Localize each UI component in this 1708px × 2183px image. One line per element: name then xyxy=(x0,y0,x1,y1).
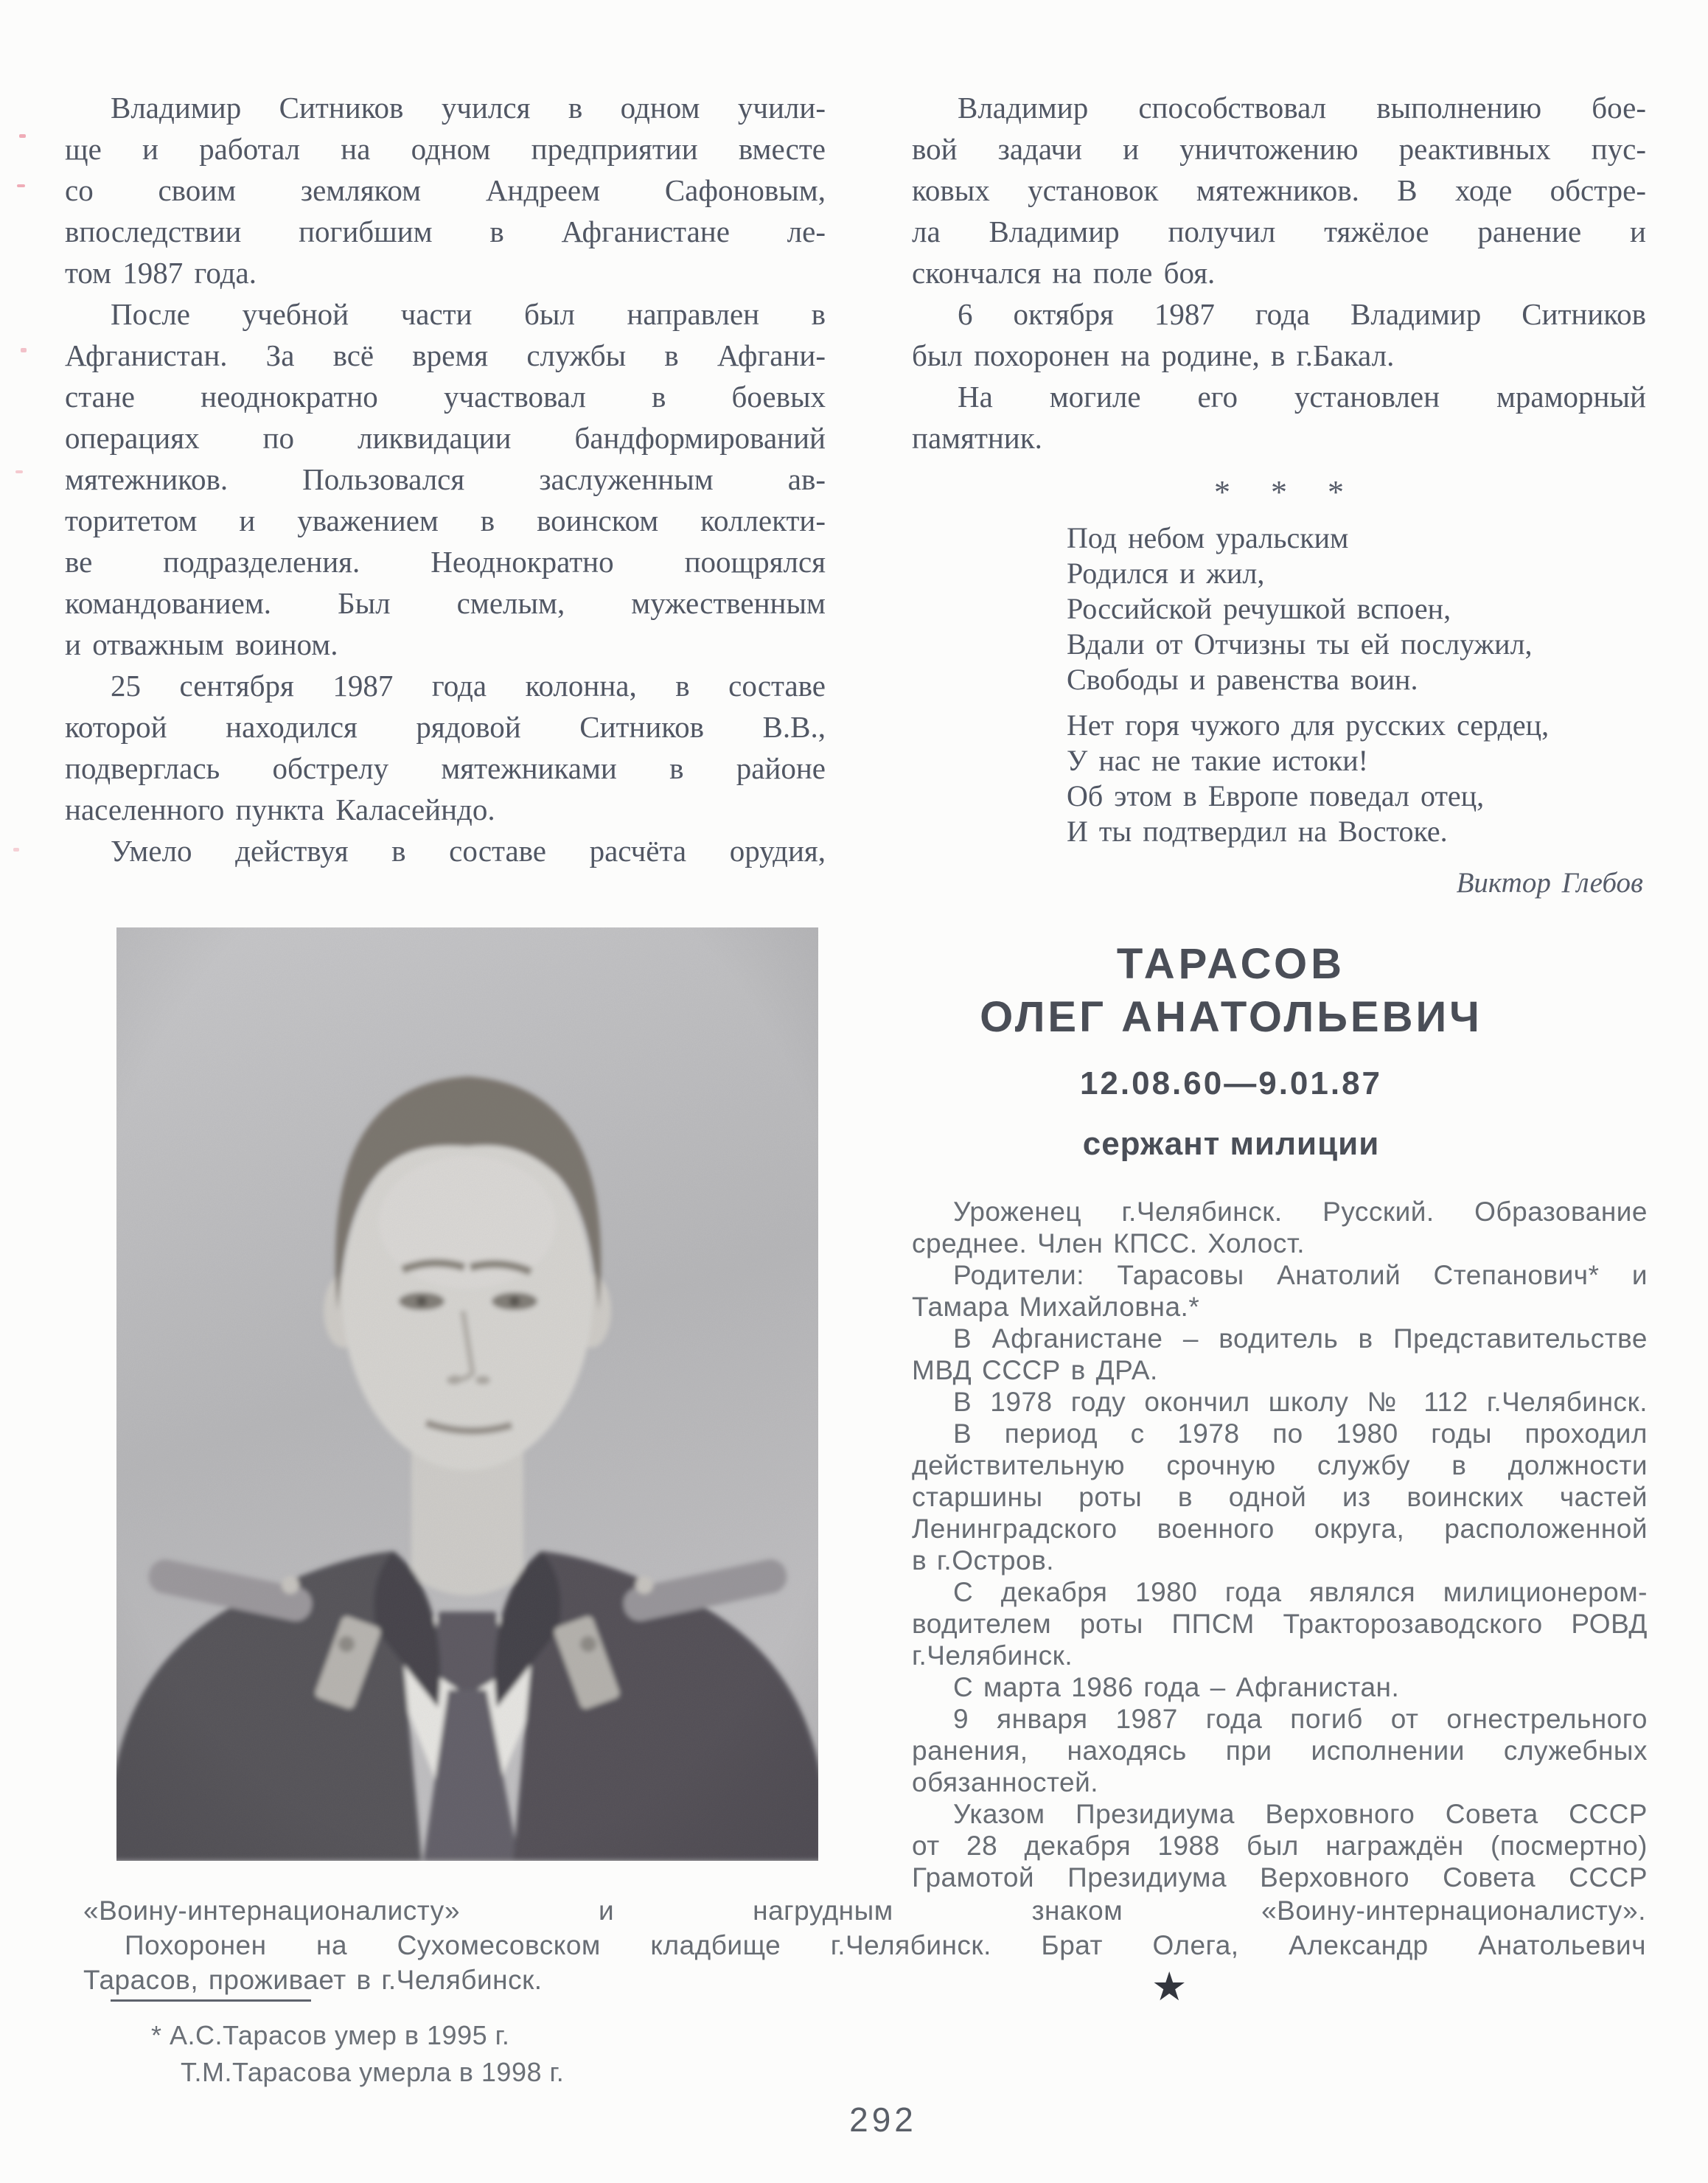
text-line: среднее. Член КПСС. Холост. xyxy=(912,1228,1306,1258)
scan-artifact xyxy=(19,134,26,138)
text-line: Указом Президиума Верховного Совета СССР xyxy=(953,1799,1648,1829)
text-line: стане неоднократно участвовал в боевых xyxy=(65,380,826,414)
text-line: мятежников. Пользовался заслуженным ав- xyxy=(65,462,826,496)
text-line: ранения, находясь при исполнении служебных xyxy=(912,1735,1648,1766)
text-line: Владимир способствовал выполнению бое- xyxy=(958,91,1646,125)
text-line: ще и работал на одном предприятии вместе xyxy=(65,132,826,166)
text-line: Об этом в Европе поведал отец, xyxy=(1067,779,1485,812)
text-line: впоследствии погибшим в Афганистане ле- xyxy=(65,215,826,248)
footnote-line: * А.С.Тарасов умер в 1995 г. xyxy=(151,2020,510,2050)
portrait-photo xyxy=(116,927,818,1861)
paragraph xyxy=(65,665,826,830)
paragraph xyxy=(912,1418,1648,1576)
text-line: Грамотой Президиума Верховного Совета СССР xyxy=(912,1862,1648,1893)
paragraph xyxy=(912,1323,1648,1386)
text-line: подверглась обстрелу мятежниками в районе xyxy=(65,751,826,785)
asterisk-separator: * * * xyxy=(1214,474,1344,510)
scan-artifact xyxy=(21,348,27,352)
text-line: которой находился рядовой Ситников В.В., xyxy=(65,710,826,744)
scan-artifact xyxy=(15,470,23,473)
text-line: Уроженец г.Челябинск. Русский. Образование xyxy=(953,1197,1648,1227)
paragraph xyxy=(912,1798,1648,1893)
text-line: водителем роты ППСМ Тракторозаводского РОВД xyxy=(912,1609,1648,1639)
text-line: Под небом уральским xyxy=(1067,521,1349,554)
text-line: действительную срочную службу в должности xyxy=(912,1450,1648,1480)
text-line: Похоронен на Сухомесовском кладбище г.Челябинск. Брат Олега, Александр Анатольевич xyxy=(125,1930,1646,1960)
text-line: скончался на поле боя. xyxy=(912,256,1216,290)
paragraph xyxy=(65,293,826,665)
text-line: от 28 декабря 1988 был награждён (посмертно) xyxy=(912,1831,1648,1861)
text-line: 9 января 1987 года погиб от огнестрельного xyxy=(953,1704,1648,1734)
scan-artifact xyxy=(13,848,19,852)
text-line: ве подразделения. Неоднократно поощрялся xyxy=(65,545,826,579)
text-line: в г.Остров. xyxy=(912,1545,1055,1576)
text-line: «Воину-интернационалисту» и нагрудным знаком «Воину-интернационалисту». xyxy=(83,1895,1646,1926)
text-line: 25 сентября 1987 года колонна, в составе xyxy=(111,669,826,703)
text-line: У нас не такие истоки! xyxy=(1067,744,1368,777)
text-line: старшины роты в одной из воинских частей xyxy=(912,1482,1648,1512)
text-line: вой задачи и уничтожению реактивных пус- xyxy=(912,132,1646,166)
text-line: На могиле его установлен мраморный xyxy=(958,380,1646,414)
text-line: С декабря 1980 года являлся милиционером- xyxy=(953,1577,1648,1607)
profile-rank: сержант милиции xyxy=(1082,1126,1380,1162)
memorial-poem xyxy=(912,520,1646,901)
text-line: том 1987 года. xyxy=(65,256,257,290)
poem-stanza xyxy=(1067,520,1646,697)
paragraph xyxy=(912,293,1646,376)
portrait-photo-svg xyxy=(116,927,818,1861)
text-line: Родители: Тарасовы Анатолий Степанович* и xyxy=(953,1260,1648,1290)
paragraph xyxy=(912,1386,1648,1418)
footnote-line: Т.М.Тарасова умерла в 1998 г. xyxy=(181,2057,565,2087)
paragraph xyxy=(912,87,1646,293)
star-icon: ★ xyxy=(1151,1963,1188,2010)
profile-name-patronymic: ОЛЕГ АНАТОЛЬЕВИЧ xyxy=(980,993,1482,1041)
text-line: 6 октября 1987 года Владимир Ситников xyxy=(958,297,1646,331)
paragraph xyxy=(912,376,1646,459)
paragraph xyxy=(65,830,826,871)
text-line: После учебной части был направлен в xyxy=(111,297,826,331)
paragraph xyxy=(912,1703,1648,1798)
text-line: операциях по ликвидации бандформирований xyxy=(65,421,826,455)
text-line: Умело действуя в составе расчёта орудия, xyxy=(111,834,826,868)
text-line: и отважным воином. xyxy=(65,627,338,661)
poem-author: Виктор Глебов xyxy=(1456,867,1643,899)
text-line: Ленинградского военного округа, расположенной xyxy=(912,1514,1648,1544)
profile-heading xyxy=(840,938,1622,1162)
text-line: Российской речушкой вспоен, xyxy=(1067,592,1451,625)
text-line: торитетом и уважением в воинском коллекти- xyxy=(65,504,826,537)
text-line: Нет горя чужого для русских сердец, xyxy=(1067,708,1550,742)
text-line: Владимир Ситников учился в одном учили- xyxy=(111,91,826,125)
footnote xyxy=(151,2017,564,2091)
profile-surname: ТАРАСОВ xyxy=(1116,940,1346,988)
text-line: В период с 1978 по 1980 годы проходил xyxy=(953,1418,1648,1449)
text-line: И ты подтвердил на Востоке. xyxy=(1067,815,1448,848)
text-line: памятник. xyxy=(912,421,1042,455)
text-line: Афганистан. За всё время службы в Афгани- xyxy=(65,338,826,372)
text-line: командованием. Был смелым, мужественным xyxy=(65,586,826,620)
text-line: был похоронен на родине, в г.Бакал. xyxy=(912,338,1395,372)
paragraph xyxy=(912,1671,1648,1703)
text-line: ла Владимир получил тяжёлое ранение и xyxy=(912,215,1646,248)
profile-dates: 12.08.60—9.01.87 xyxy=(1079,1065,1383,1101)
text-line: г.Челябинск. xyxy=(912,1640,1073,1671)
poem-stanza xyxy=(1067,708,1646,849)
paragraph xyxy=(912,1259,1648,1323)
profile-biography xyxy=(912,1196,1648,1893)
text-line: со своим земляком Андреем Сафоновым, xyxy=(65,173,826,207)
text-line: Свободы и равенства воин. xyxy=(1067,663,1418,696)
text-line: обязанностей. xyxy=(912,1767,1099,1797)
text-line: Тамара Михайловна.* xyxy=(912,1292,1200,1322)
text-line: ковых установок мятежников. В ходе обстре- xyxy=(912,173,1646,207)
text-line: В Афганистане – водитель в Представительстве xyxy=(953,1323,1648,1354)
page-number: 292 xyxy=(849,2100,917,2139)
paragraph xyxy=(65,87,826,293)
text-line: С марта 1986 года – Афганистан. xyxy=(953,1672,1400,1702)
sitnikov-left-column xyxy=(65,87,826,871)
paragraph xyxy=(912,1196,1648,1259)
paragraph xyxy=(912,1576,1648,1671)
sitnikov-right-column xyxy=(912,87,1646,901)
text-line: Тарасов, проживает в г.Челябинск. xyxy=(83,1965,543,1995)
biography-continuation xyxy=(83,1893,1646,1997)
text-line: Вдали от Отчизны ты ей послужил, xyxy=(1067,627,1533,661)
text-line: В 1978 году окончил школу № 112 г.Челябинск. xyxy=(953,1387,1648,1417)
footnote-divider xyxy=(111,1999,311,2002)
text-line: МВД СССР в ДРА. xyxy=(912,1355,1158,1385)
text-line: Родился и жил, xyxy=(1067,557,1265,590)
scan-artifact xyxy=(17,184,25,187)
text-line: населенного пункта Каласейндо. xyxy=(65,793,495,826)
